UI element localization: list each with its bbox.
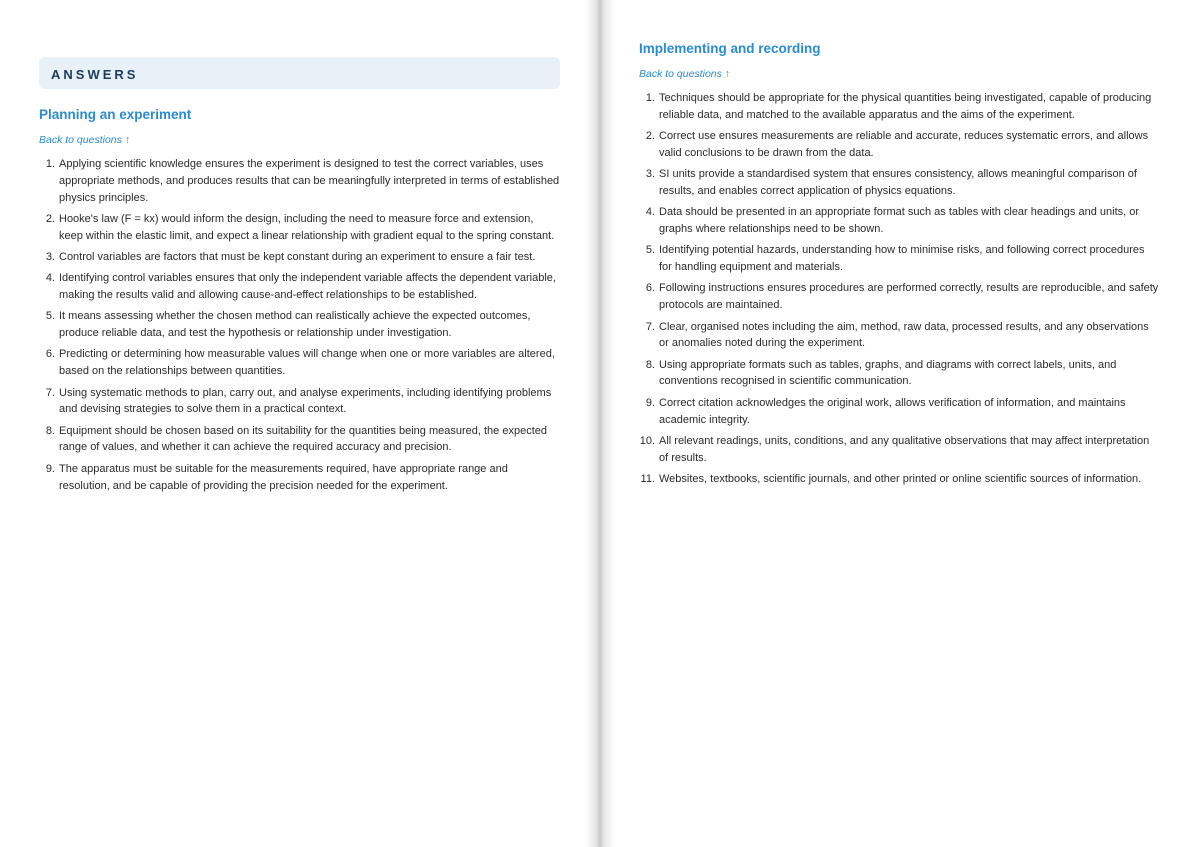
item-number: 3. [645, 168, 655, 181]
list-item [639, 128, 1160, 162]
item-number: 1. [45, 158, 55, 170]
implementing-answers-list [639, 90, 1160, 488]
item-number: 9. [645, 396, 655, 409]
item-text: Predicting or determining how measurable values will change when one or more variables are altered, based on the relationships between quantities. [59, 348, 555, 378]
list-item [639, 471, 1160, 488]
item-text: All relevant readings, units, conditions, and any qualitative observations that may affect interpretation of results. [659, 434, 1150, 464]
item-text: Using systematic methods to plan, carry out, and analyse experiments, including identifying problems and devising strategies to solve them in a practical context. [59, 386, 552, 416]
item-number: 7. [645, 320, 655, 333]
item-number: 3. [45, 250, 55, 263]
list-item [639, 433, 1160, 467]
item-number: 4. [645, 206, 655, 219]
list-item [639, 242, 1160, 276]
item-text: SI units provide a standardised system that ensures consistency, allows meaningful comparison of results, and enables correct application of physics equations. [659, 168, 1137, 197]
section-title-planning: Planning an experiment [39, 107, 192, 122]
item-number: 5. [45, 310, 55, 323]
item-text: Identifying potential hazards, understanding how to minimise risks, and following correct procedures for handling equipment and materials. [659, 244, 1145, 274]
item-number: 1. [645, 92, 655, 104]
item-number: 2. [45, 212, 55, 225]
list-item [639, 280, 1160, 314]
item-text: Following instructions ensures procedures are performed correctly, results are reproducible, and safety protocols are maintained. [659, 282, 1159, 312]
item-number: 5. [645, 244, 655, 257]
arrow-up-icon: ↑ [124, 134, 131, 146]
item-number: 10. [639, 434, 655, 447]
item-number: 8. [645, 358, 655, 371]
list-item [39, 385, 560, 419]
list-item [39, 308, 560, 342]
back-to-questions-link[interactable] [39, 132, 130, 148]
item-text: Data should be presented in an appropriate format such as tables with clear headings and units, or graphs where relationships need to be shown. [659, 206, 1140, 236]
list-item [39, 270, 560, 304]
item-text: Correct citation acknowledges the original work, allows verification of information, and maintains academic integrity. [659, 396, 1126, 426]
list-item [639, 166, 1160, 200]
item-text: Hooke's law (F = kx) would inform the design, including the need to measure force and extension, keep within the elastic limit, and expect a linear relationship with gradient equal to the spring constant. [59, 212, 555, 242]
item-number: 2. [645, 130, 655, 143]
item-text: Applying scientific knowledge ensures the experiment is designed to test the correct variables, uses appropriate methods, and produces results that can be meaningfully interpreted in terms of established physics principles. [59, 158, 560, 204]
item-number: 4. [45, 272, 55, 285]
list-item [39, 156, 560, 206]
list-item [639, 357, 1160, 391]
list-item [39, 211, 560, 245]
item-text: The apparatus must be suitable for the measurements required, have appropriate range and resolution, and be capable of providing the precision needed for the experiment. [59, 462, 508, 492]
item-text: Control variables are factors that must be kept constant during an experiment to ensure a fair test. [59, 250, 536, 263]
item-number: 9. [45, 462, 55, 475]
list-item [39, 423, 560, 457]
back-to-questions-label: Back to questions [39, 134, 122, 146]
list-item [639, 395, 1160, 429]
item-text: Correct use ensures measurements are reliable and accurate, reduces systematic errors, and allows valid conclusions to be drawn from the data. [659, 130, 1149, 159]
list-item [639, 319, 1160, 353]
back-to-questions-link[interactable] [639, 66, 730, 82]
item-text: Clear, organised notes including the aim, method, raw data, processed results, and any observations or anomalies noted during the experiment. [659, 320, 1149, 350]
item-text: It means assessing whether the chosen method can realistically achieve the expected outcomes, produce reliable data, and test the hypothesis or relationship under investigation. [59, 310, 531, 340]
item-number: 7. [45, 386, 55, 399]
list-item [639, 90, 1160, 124]
item-text: Using appropriate formats such as tables, graphs, and diagrams with correct labels, units, and conventions recognised in scientific communication. [659, 358, 1117, 388]
item-text: Techniques should be appropriate for the physical quantities being investigated, capable of producing reliable data, and matched to the available apparatus and the aims of the experiment. [659, 92, 1152, 121]
item-number: 6. [45, 348, 55, 361]
list-item [39, 461, 560, 495]
item-number: 11. [640, 472, 655, 485]
list-item [639, 204, 1160, 238]
answers-banner [39, 57, 560, 89]
item-text: Equipment should be chosen based on its suitability for the quantities being measured, the expected range of values, and whether it can achieve the required accuracy and precision. [59, 424, 547, 454]
list-item [39, 249, 560, 266]
item-number: 8. [45, 424, 55, 437]
right-page [600, 0, 1200, 847]
item-number: 6. [645, 282, 655, 295]
item-text: Websites, textbooks, scientific journals, and other printed or online scientific sources of information. [659, 472, 1142, 485]
item-text: Identifying control variables ensures that only the independent variable affects the dependent variable, making the results valid and allowing cause-and-effect relationships to be established. [59, 272, 556, 302]
back-to-questions-label: Back to questions [639, 68, 722, 80]
planning-answers-list [39, 156, 560, 494]
answers-banner-label: ANSWERS [51, 67, 139, 82]
list-item [39, 346, 560, 380]
section-title-implementing: Implementing and recording [639, 41, 821, 56]
arrow-up-icon: ↑ [724, 68, 731, 80]
